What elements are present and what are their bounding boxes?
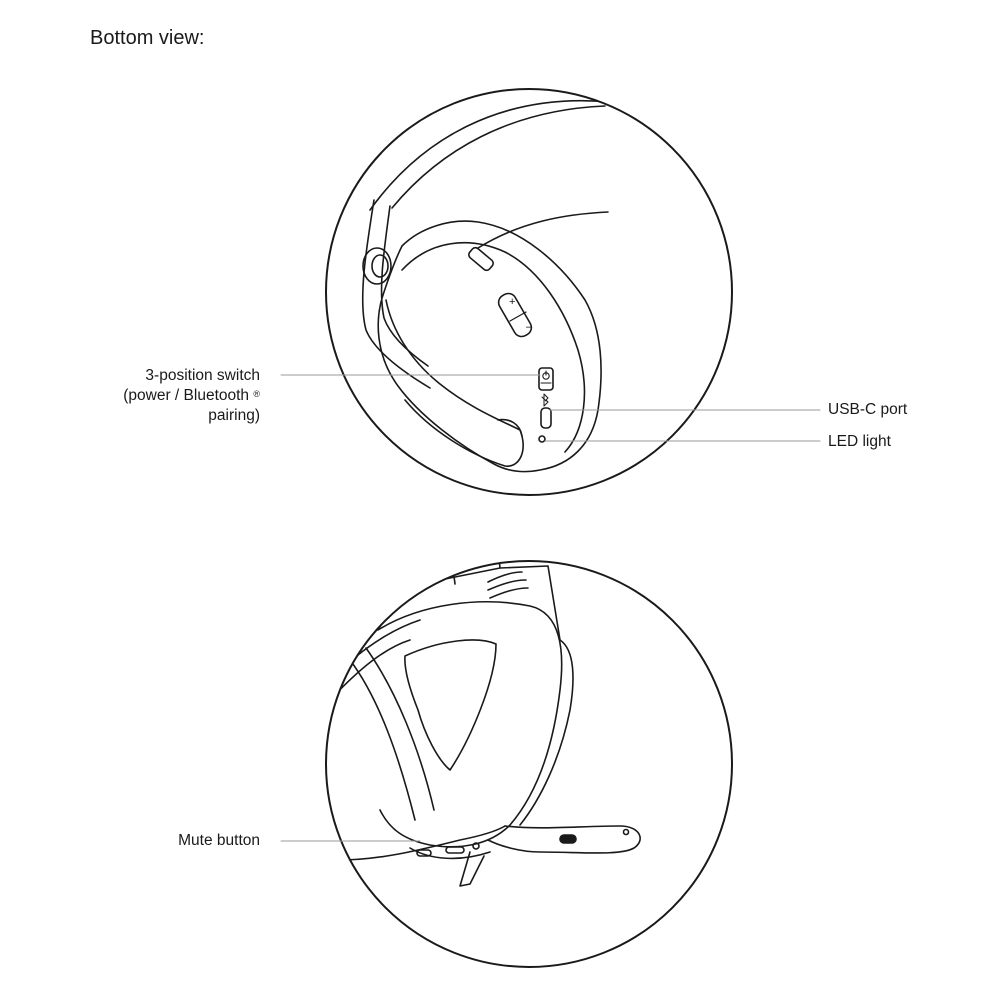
ear-cup-cushion (405, 640, 496, 770)
volume-down-icon: – (526, 321, 533, 333)
headband-far (478, 212, 608, 248)
cushion-edge (498, 420, 522, 436)
headband-outer (370, 101, 760, 210)
top-rect-button (467, 246, 495, 272)
boom-mic-hole (624, 830, 629, 835)
bottom-slot-button (446, 847, 464, 853)
led-light (539, 436, 545, 442)
right-band (520, 640, 573, 825)
switch-label-line3: pairing) (208, 407, 260, 424)
top-view-circle (326, 89, 732, 495)
bottom-view-circle (326, 561, 732, 967)
yoke-inner (382, 206, 428, 366)
bottom-view-illustration (326, 548, 732, 967)
volume-up-icon: + (509, 296, 516, 308)
switch-label-line2-text: (power / Bluetooth (123, 387, 250, 404)
ear-cup-face (402, 243, 584, 452)
switch-label-line1: 3-position switch (145, 367, 260, 384)
usb-c-port (541, 408, 551, 428)
hinge-knob-inner (372, 255, 388, 277)
mute-label: Mute button (178, 832, 260, 849)
hinge-knob (363, 248, 391, 284)
view-heading: Bottom view: (90, 27, 205, 49)
ear-cup-band (350, 660, 415, 820)
top-view-illustration (326, 89, 760, 495)
usb-c-label: USB-C port (828, 401, 908, 418)
boom-mic-slot (560, 835, 576, 843)
three-position-switch (539, 368, 553, 390)
ear-cushion (386, 300, 523, 466)
bluetooth-icon (542, 394, 548, 406)
led-label: LED light (828, 433, 891, 450)
headband-inner (392, 106, 605, 208)
ear-cup-outer (378, 602, 562, 847)
switch-label (100, 366, 260, 426)
grip-ridges (488, 572, 528, 598)
registered-mark: ® (253, 389, 260, 399)
switch-label-line2 (100, 386, 260, 406)
